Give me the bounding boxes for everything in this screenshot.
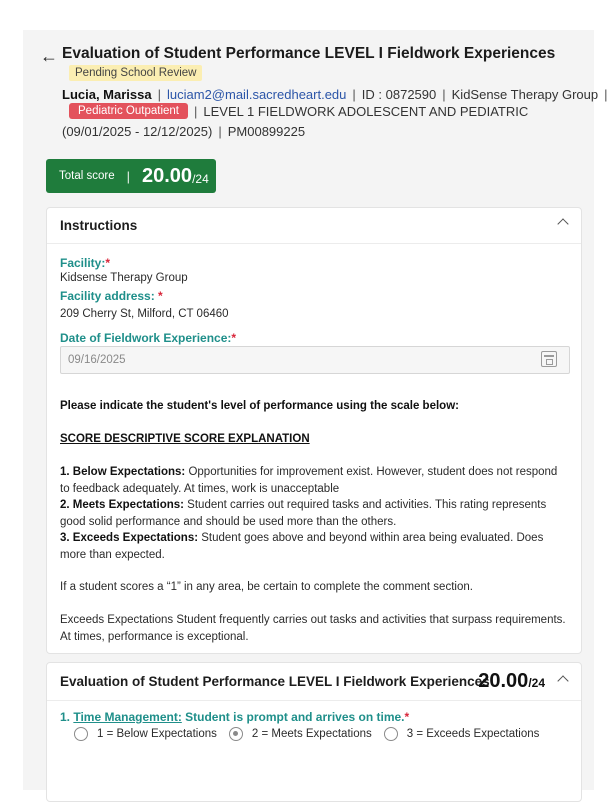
rating-option-2[interactable]: 2 = Meets Expectations xyxy=(229,727,372,741)
rating-options xyxy=(74,727,551,741)
radio-button[interactable] xyxy=(384,727,398,741)
evaluation-score: 20.00/24 xyxy=(478,670,545,692)
course-info-line xyxy=(62,103,528,119)
evaluation-title: Evaluation of Student Performance LEVEL I Fieldwork Experiences xyxy=(60,674,490,689)
chevron-up-icon[interactable] xyxy=(557,675,568,686)
score-table-header: SCORE DESCRIPTIVE SCORE EXPLANATION xyxy=(60,433,310,445)
total-score-value: 20.00 xyxy=(142,164,193,187)
student-info-line xyxy=(62,87,609,102)
student-id: ID : 0872590 xyxy=(361,87,437,102)
facility-address-value: 209 Cherry St, Milford, CT 06460 xyxy=(60,308,229,320)
placement-code: PM00899225 xyxy=(227,124,306,139)
student-email-link[interactable]: luciam2@mail.sacredheart.edu xyxy=(167,87,347,102)
comment-note: If a student scores a “1” in any area, be certain to complete the comment section. xyxy=(60,581,473,593)
setting-badge: Pediatric Outpatient xyxy=(69,103,188,119)
exceeds-note: Exceeds Expectations Student frequently carries out tasks and activities that surpass requirements. At times, performance is exceptional. xyxy=(60,614,566,643)
fieldwork-dates: (09/01/2025 - 12/12/2025) xyxy=(62,124,213,139)
separator: | xyxy=(218,124,222,139)
fieldwork-date-label: Date of Fieldwork Experience:* xyxy=(60,331,237,345)
separator: | xyxy=(352,87,356,102)
course-name: LEVEL 1 FIELDWORK ADOLESCENT AND PEDIATRIC xyxy=(203,103,529,119)
arrow-left-icon[interactable]: ← xyxy=(40,46,58,66)
level-meets-description: 2. Meets Expectations: Student carries out required tasks and activities. This rating represents good solid performance and should be used more than the others. xyxy=(60,499,547,528)
facility-value: Kidsense Therapy Group xyxy=(60,272,188,284)
separator: | xyxy=(126,168,130,184)
total-score-box xyxy=(46,159,216,193)
total-score-max: /24 xyxy=(192,172,209,186)
separator: | xyxy=(157,87,161,102)
fieldwork-date-field[interactable] xyxy=(60,346,570,374)
site-name: KidSense Therapy Group xyxy=(451,87,599,102)
separator: | xyxy=(604,87,608,102)
level-exceeds-description: 3. Exceeds Expectations: Student goes above and beyond within area being evaluated. Does more than expected. xyxy=(60,532,544,561)
status-badge: Pending School Review xyxy=(69,65,202,81)
separator: | xyxy=(194,103,198,119)
separator: | xyxy=(442,87,446,102)
student-name: Lucia, Marissa xyxy=(62,87,152,102)
facility-address-label: Facility address: * xyxy=(60,289,163,303)
instructions-card xyxy=(46,207,582,654)
instructions-header[interactable] xyxy=(47,208,581,244)
rating-option-1[interactable]: 1 = Below Expectations xyxy=(74,727,217,741)
instructions-title: Instructions xyxy=(60,218,138,233)
calendar-icon[interactable] xyxy=(541,351,557,367)
radio-button[interactable] xyxy=(74,727,88,741)
question-time-management: 1. Time Management: Student is prompt and arrives on time.* xyxy=(60,710,410,724)
level-below-description: 1. Below Expectations: Opportunities for improvement exist. However, student does not respond to feedback adequately. At times, work is unacceptable xyxy=(60,466,558,495)
facility-label: Facility:* xyxy=(60,256,111,270)
evaluation-card xyxy=(46,662,582,802)
scale-prompt: Please indicate the student's level of performance using the scale below: xyxy=(60,400,459,412)
total-score-label: Total score xyxy=(59,170,115,182)
radio-button-selected[interactable] xyxy=(229,727,243,741)
page-title: Evaluation of Student Performance LEVEL I Fieldwork Experiences xyxy=(62,45,556,62)
rating-option-3[interactable]: 3 = Exceeds Expectations xyxy=(384,727,540,741)
dates-line xyxy=(62,124,305,139)
evaluation-header[interactable] xyxy=(47,663,581,701)
chevron-up-icon[interactable] xyxy=(557,218,568,229)
